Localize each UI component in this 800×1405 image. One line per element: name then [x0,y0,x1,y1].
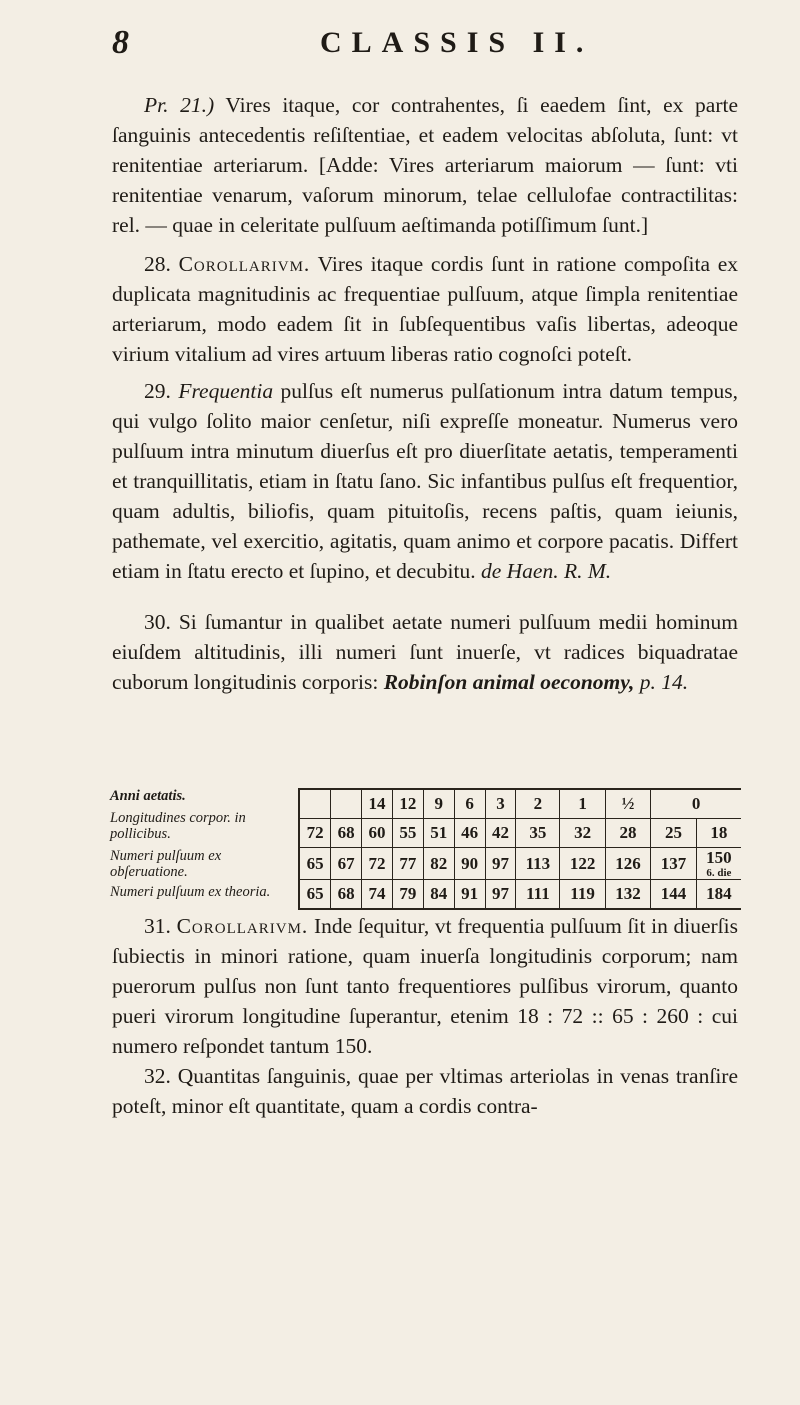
table-cell: 84 [423,880,454,910]
para-heading: Corollarivm. [178,252,311,276]
table-cell: 60 [362,819,393,848]
table-cell: 25 [651,819,696,848]
table-cell: 68 [331,880,362,910]
paragraph-30 [112,607,738,697]
page-header [112,22,732,66]
table-row-observed [299,848,741,880]
table-cell: 65 [299,848,331,880]
observed-note: 6. die [706,867,732,879]
para-reference: Robinſon animal oeconomy, [383,670,635,694]
table-cell: 144 [651,880,696,910]
table-cell: 68 [331,819,362,848]
table-cell: 74 [362,880,393,910]
table-cell: 35 [516,819,560,848]
para-text: pulſus eſt numerus pulſationum intra datum tempus, qui vulgo ſolito maior cenſetur, niſi expreſſe moneatur. Numerus vero pulſuum intra minutum diuerſus eſt pro diuerſitate aetatis, temperamenti et tranquillitatis, etiam in ſtatu ſano. Sic infantibus pulſus eſt frequentior, quam adultis, biliofis, quam pituitoſis, recens paſtis, quam ieiunis, pathemate, vel exercitio, agitatis, quam animo et corpore pacatis. Differt etiam in ſtatu erecto et ſupino, et decubitu. [112,379,738,583]
pulse-table [110,770,750,910]
para-number: 30. [144,610,171,634]
pulse-data-table [298,788,741,910]
label-observed: Numeri pulſuum ex obſeruatione. [110,848,222,880]
table-cell: 67 [331,848,362,880]
table-cell [299,789,331,819]
para-reference: de Haen. R. M. [480,559,612,583]
table-cell: 77 [392,848,423,880]
para-text: Quantitas ſanguinis, quae per vltimas arteriolas in venas tranſire poteſt, minor eſt quantitate, quam a cordis contra- [112,1064,738,1118]
table-cell: 1 [560,789,605,819]
table-cell: 46 [454,819,485,848]
table-row-age [299,789,741,819]
label-theory: Numeri pulſuum ex theoria. [110,884,271,900]
table-cell: 3 [485,789,516,819]
table-cell: 97 [485,848,516,880]
table-cell: 122 [560,848,605,880]
paragraph-pr21 [112,90,738,240]
table-cell: 18 [696,819,741,848]
table-cell: 32 [560,819,605,848]
table-cell: 42 [485,819,516,848]
table-cell: 126 [605,848,650,880]
para-text: Si ſumantur in qualibet aetate numeri pulſuum medii hominum eiuſdem altitudinis, illi numeri ſunt inuerſe, vt radices biquadratae cuborum longitudinis corporis: [112,610,738,694]
table-cell: 72 [299,819,331,848]
table-cell: 111 [516,880,560,910]
table-cell: ½ [605,789,650,819]
table-cell: 79 [392,880,423,910]
table-cell: 91 [454,880,485,910]
table-cell: 90 [454,848,485,880]
table-cell: 9 [423,789,454,819]
para-text: Inde ſequitur, vt frequentia pulſuum ſit in diuerſis ſubiectis in minori ratione, quam inuerſa longitudinis corporum; nam puerorum pulſus non ſunt tanto frequentiores pulſibus virorum, quanto pueri virorum longitudine ſuperantur, etenim 18 : 72 :: 65 : 260 : cui numero reſpondet tantum 150. [112,914,738,1058]
para-heading: Corollarivm. [176,914,309,938]
table-row-theory [299,880,741,910]
paragraph-28 [112,249,738,369]
page-number: 8 [112,24,129,61]
label-length: Longitudines corpor. in pollicibus. [110,810,246,842]
table-cell: 97 [485,880,516,910]
para-text: Vires itaque cordis ſunt in ratione compoſita ex duplicata magnitudinis ac frequentiae pulſuum, atque ſimpla renitentiae arteriarum, modo eadem ſit in ſubſequentibus vaſis libertas, adeoque virium vitalium ad vires artuum liberas ratio cognoſci poteſt. [112,252,738,366]
table-cell: 137 [651,848,696,880]
table-cell: 119 [560,880,605,910]
para-number: 28. [144,252,171,276]
table-cell: 132 [605,880,650,910]
table-cell: 150 6. die [696,848,741,880]
table-cell: 12 [392,789,423,819]
table-cell: 0 [651,789,741,819]
table-cell: 72 [362,848,393,880]
table-cell: 184 [696,880,741,910]
table-cell [331,789,362,819]
para-number: 29. [144,379,171,403]
table-cell: 82 [423,848,454,880]
table-cell: 113 [516,848,560,880]
label-age: Anni aetatis. [110,788,186,804]
running-head: CLASSIS II. [320,26,594,59]
table-cell: 6 [454,789,485,819]
para-number: 32. [144,1064,171,1088]
table-cell: 65 [299,880,331,910]
para-page-ref: p. 14. [634,670,689,694]
table-cell: 28 [605,819,650,848]
para-heading: Frequentia [178,379,274,403]
table-cell: 14 [362,789,393,819]
table-cell: 55 [392,819,423,848]
paragraph-31-32 [112,911,738,1121]
table-cell: 2 [516,789,560,819]
table-row-length [299,819,741,848]
table-cell: 51 [423,819,454,848]
para-number: 31. [144,914,171,938]
para-lead: Pr. 21.) [144,93,215,117]
paragraph-29 [112,376,738,586]
para-text: Vires itaque, cor contrahentes, ſi eaedem ſint, ex parte ſanguinis antecedentis reſiſtentiae, et eadem velocitas abſoluta, ſunt: vt renitentiae arteriarum. [Adde: Vires arteriarum maiorum — ſunt: vti renitentiae venarum, vaſorum minorum, telae cellulofae contractilitas: rel. — quae in celeritate pulſuum aeſtimanda potiſſimum ſunt.] [112,93,739,237]
